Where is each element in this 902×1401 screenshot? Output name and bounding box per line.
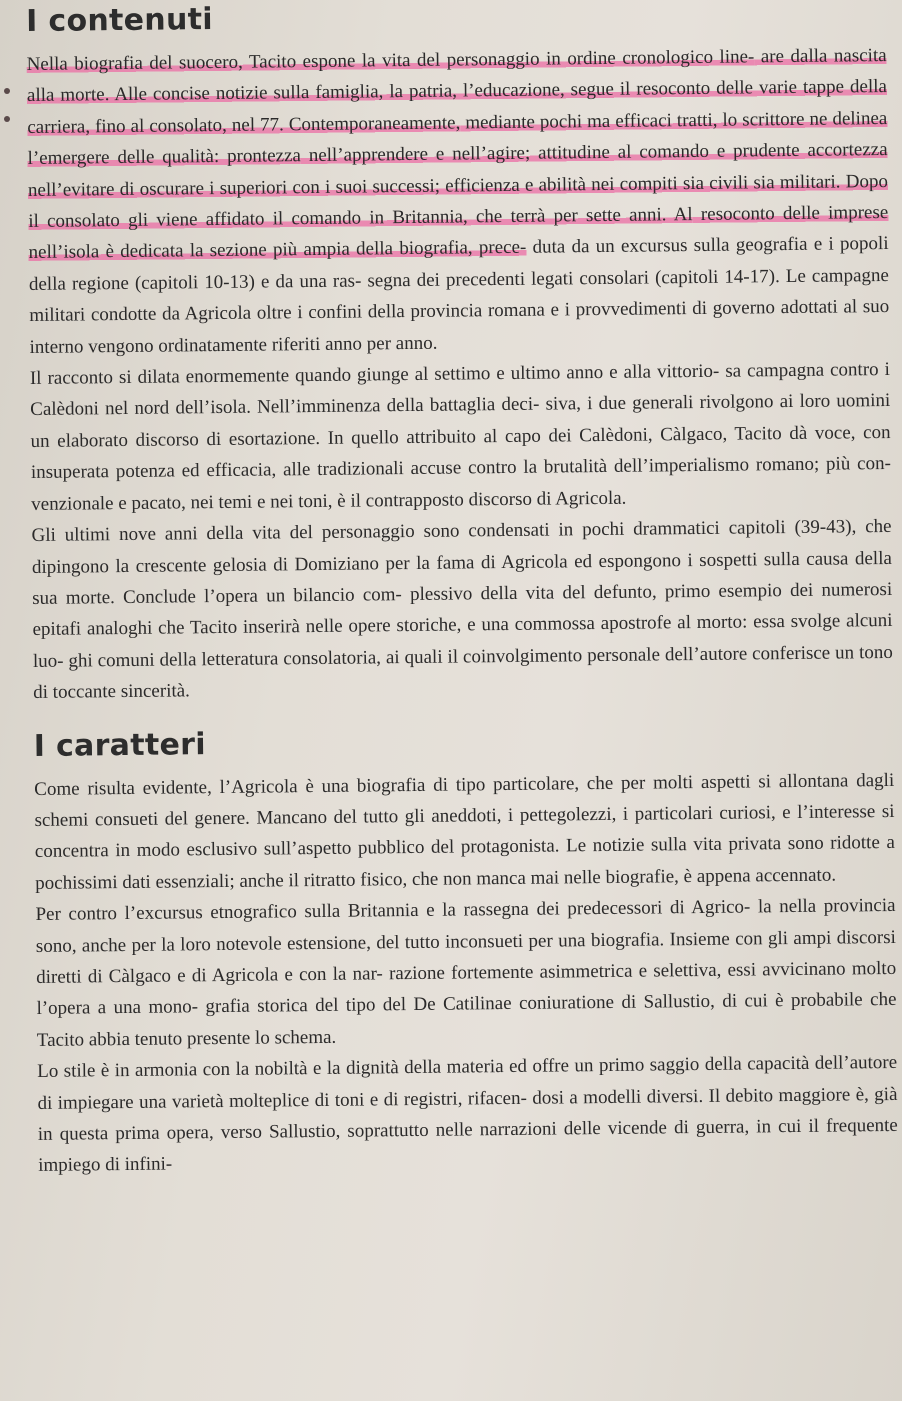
- text-segment: Per contro l’excursus etnografico sulla Britannia e la rassegna dei predecessori di Agrico- la nella provincia sono, anche per la loro notevole estensione, del tutto inconsueti per una biografia. Insieme con gli ampi discorsi diretti di Càlgaco e di Agricola e con la nar- razione fortemente asimmetrica e selettiva, essi avvicinano molto l’opera a una mono- grafia storica del tipo del De Catilinae coniuratione di Sallustio, di cui è probabile che Tacito abbia tenuto presente lo schema.: [35, 895, 897, 1051]
- highlighted-text: Nella biografia del suocero, Tacito espone la vita del personaggio in ordine cronologico line-: [26, 46, 755, 75]
- section-contenuti: [26, 0, 893, 708]
- paragraph: [35, 890, 897, 1056]
- text-segment: Gli ultimi nove anni della vita del personaggio sono condensati in pochi drammatici capitoli (39-43), che dipingono la crescente gelosia di Domiziano per la fama di Agricola ed espongono i sospetti sulla causa della sua morte. Conclude l’opera un bilancio com- plessivo della vita del defunto, primo esempio dei numerosi epitafi analoghi che Tacito inserirà nelle opere storiche, e una commossa apostrofe al morto: essa svolge alcuni luo- ghi comuni della letteratura consolatoria, ai quali il coinvolgimento personale dell’autore conferisce un tono di toccante sincerità.: [31, 516, 893, 704]
- section-caratteri: [34, 719, 899, 1181]
- text-segment: Lo stile è in armonia con la nobiltà e la dignità della materia ed offre un primo saggio della capacità dell’autore di impiegare una varietà molteplice di toni e di registri, rifacen- dosi a modelli diversi. Il debito maggiore è, già in questa prima opera, verso Sallustio, soprattutto nelle narrazioni delle vicende di guerra, in cui il frequente impiego di infini-: [37, 1052, 898, 1177]
- paragraph: [26, 40, 889, 363]
- margin-dot: [4, 88, 10, 94]
- section-heading: I contenuti: [26, 2, 214, 39]
- paragraph: [37, 1047, 898, 1182]
- paragraph: [30, 354, 892, 520]
- highlighted-text: il resoconto delle varie tappe della carriera, fino al consolato, nel 77. Contemporaneamente,: [27, 76, 888, 138]
- text-segment: duta da un excursus sulla geografia e i popoli della regione (capitoli 10-13) e da una ras- segna dei precedenti legati consolari (capitoli 14-17). Le campagne militari condotte da Agricola oltre i confini della provincia romana e i provvedimenti di governo adottati al suo interno vengono ordinatamente riferiti anno per anno.: [28, 233, 890, 358]
- highlighted-text: Dopo il consolato gli viene affidato il comando in Britannia, che terrà per sette anni. Al: [28, 170, 889, 233]
- highlighted-text: nell’apprendere e nell’agire; attitudine al comando e prudente accortezza nell’evitare di: [27, 139, 888, 201]
- page-content: [26, 0, 898, 1202]
- highlighted-text: mediante pochi ma efficaci tratti, lo scrittore ne delinea l’emergere delle qualità: prontezza: [27, 107, 888, 170]
- paragraph: [31, 511, 893, 708]
- highlighted-text: oscurare i superiori con i suoi successi; efficienza e abilità nei compiti sia civili sia militari.: [134, 171, 841, 200]
- section-heading: I caratteri: [33, 726, 207, 764]
- paragraph: [34, 764, 895, 899]
- text-segment: Il racconto si dilata enormemente quando giunge al settimo e ultimo anno e alla vittorio- sa campagna contro i Calèdoni nel nord dell’isola. Nell’imminenza della battaglia deci- siva, i due generali rivolgono ai loro uomini un elaborato discorso di esortazione. In quello attribuito al capo dei Calèdoni, Càlgaco, Tacito dà voce, con insuperata potenza ed efficacia, alle tradizionali accuse contro la brutalità dell’imperialismo romano; più con- venzionale e pacato, nei temi e nei toni, è il contrapposto discorso di Agricola.: [29, 359, 891, 515]
- margin-dot: [4, 116, 10, 122]
- text-segment: Come risulta evidente, l’Agricola è una biografia di tipo particolare, che per molti aspetti si allontana dagli schemi consueti del genere. Mancano del tutto gli aneddoti, i pettegolezzi, i particolari curiosi, e l’interesse si concentra in modo esclusivo sull’aspetto pubblico del protagonista. Le notizie sulla vita privata sono ridotte a pochissimi dati essenziali; anche il ritratto fisico, che non manca mai nelle biografie, è appena accennato.: [34, 769, 895, 894]
- highlighted-text: resoconto delle imprese nell’isola è dedicata la sezione più ampia della biografia, prece-: [28, 202, 889, 264]
- highlighted-text: are dalla nascita alla morte. Alle concise notizie sulla famiglia, la patria, l’educazione, segue: [26, 44, 887, 107]
